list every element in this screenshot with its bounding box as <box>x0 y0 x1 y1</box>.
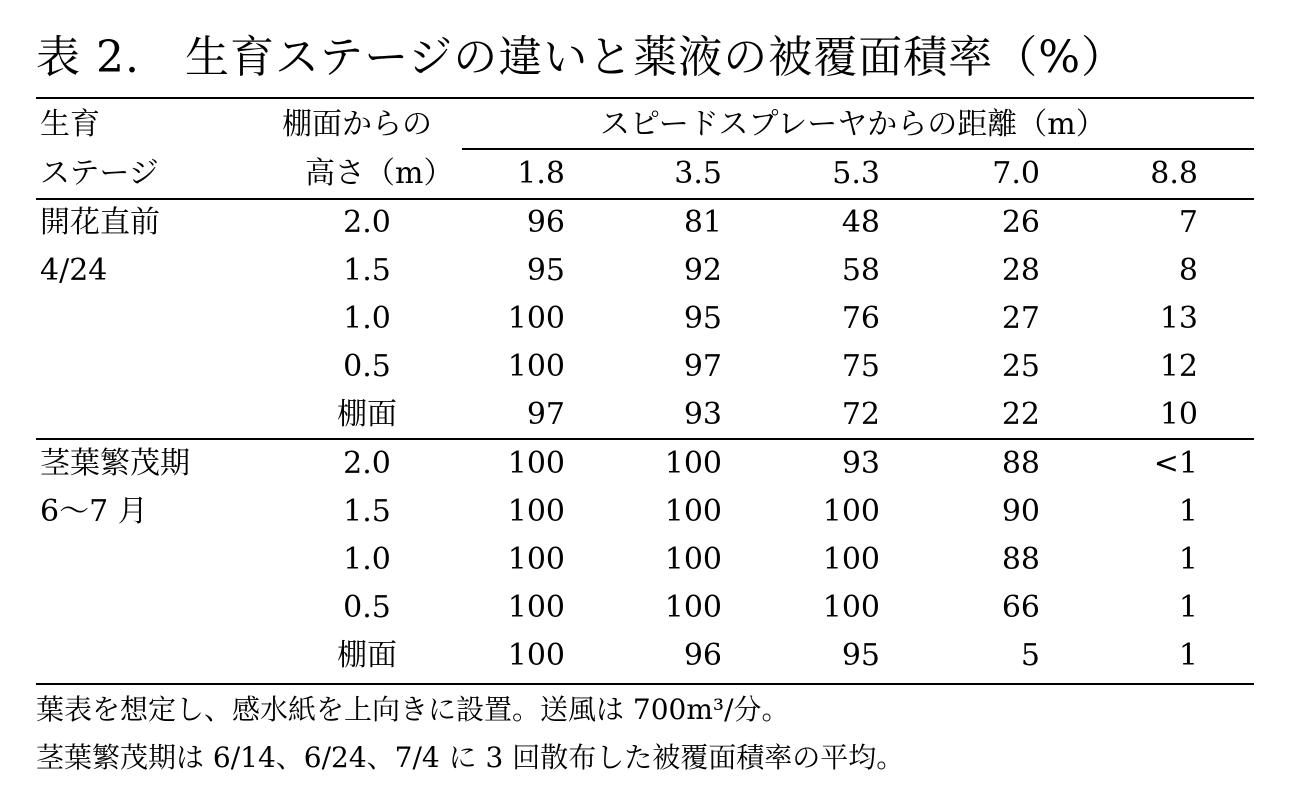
stage-name-1: 開花直前 <box>40 205 160 240</box>
coverage-cell: 58 <box>841 253 880 288</box>
coverage-cell: 100 <box>507 446 565 481</box>
height-cell: 棚面 <box>337 638 397 673</box>
coverage-cell: 25 <box>1001 349 1040 384</box>
coverage-cell: 100 <box>664 590 722 625</box>
height-cell: 0.5 <box>343 349 391 384</box>
height-cell: 1.5 <box>343 253 391 288</box>
coverage-cell: 76 <box>841 301 880 336</box>
stage-name-2: 茎葉繁茂期 <box>40 446 190 481</box>
group-separator-rule <box>36 438 1254 440</box>
coverage-cell: 8 <box>1178 253 1198 288</box>
note-1: 葉表を想定し、感水紙を上向きに設置。送風は 700m³/分。 <box>36 693 790 726</box>
coverage-cell: 100 <box>664 446 722 481</box>
table-title: 表 2. 生育ステージの違いと薬液の被覆面積率（%） <box>36 32 1127 83</box>
stage-date-2: 6〜7 月 <box>40 494 148 529</box>
coverage-cell: 27 <box>1001 301 1040 336</box>
coverage-cell: 26 <box>1001 205 1040 240</box>
height-cell: 0.5 <box>343 590 391 625</box>
coverage-cell: 100 <box>822 590 880 625</box>
header-distance-2: 3.5 <box>674 156 722 191</box>
stage-date-1: 4/24 <box>40 253 108 288</box>
header-distance-5: 8.8 <box>1150 156 1198 191</box>
header-height-line1: 棚面からの <box>282 107 432 142</box>
header-distance-4: 7.0 <box>992 156 1040 191</box>
coverage-cell: 95 <box>841 638 880 673</box>
coverage-cell: 48 <box>841 205 880 240</box>
header-bottom-rule <box>36 198 1254 200</box>
coverage-cell: 5 <box>1020 638 1040 673</box>
coverage-cell: 93 <box>841 446 880 481</box>
coverage-cell: 95 <box>526 253 565 288</box>
coverage-cell: 93 <box>683 397 722 432</box>
coverage-cell: 12 <box>1159 349 1198 384</box>
height-cell: 1.5 <box>343 494 391 529</box>
coverage-cell: 97 <box>683 349 722 384</box>
coverage-cell: 100 <box>507 542 565 577</box>
header-stage-line1: 生育 <box>40 107 100 142</box>
height-cell: 2.0 <box>343 205 391 240</box>
header-stage-line2: ステージ <box>40 156 159 191</box>
coverage-cell: 100 <box>507 638 565 673</box>
coverage-cell: 92 <box>683 253 722 288</box>
coverage-cell: 90 <box>1001 494 1040 529</box>
height-cell: 棚面 <box>337 397 397 432</box>
coverage-cell: 72 <box>841 397 880 432</box>
coverage-cell: <1 <box>1153 446 1198 481</box>
coverage-cell: 100 <box>664 494 722 529</box>
coverage-cell: 1 <box>1178 638 1198 673</box>
coverage-cell: 100 <box>664 542 722 577</box>
distance-subrule <box>462 148 1254 150</box>
coverage-cell: 96 <box>526 205 565 240</box>
height-cell: 1.0 <box>343 542 391 577</box>
header-height-line2: 高さ（m） <box>305 156 454 191</box>
coverage-cell: 97 <box>526 397 565 432</box>
coverage-cell: 28 <box>1001 253 1040 288</box>
height-cell: 2.0 <box>343 446 391 481</box>
header-distance-1: 1.8 <box>517 156 565 191</box>
coverage-cell: 88 <box>1001 542 1040 577</box>
height-cell: 1.0 <box>343 301 391 336</box>
coverage-cell: 100 <box>507 494 565 529</box>
coverage-cell: 100 <box>822 542 880 577</box>
coverage-cell: 100 <box>822 494 880 529</box>
coverage-cell: 7 <box>1178 205 1198 240</box>
coverage-cell: 95 <box>683 301 722 336</box>
coverage-cell: 1 <box>1178 494 1198 529</box>
coverage-cell: 10 <box>1159 397 1198 432</box>
coverage-cell: 88 <box>1001 446 1040 481</box>
coverage-cell: 100 <box>507 349 565 384</box>
note-2: 茎葉繁茂期は 6/14、6/24、7/4 に 3 回散布した被覆面積率の平均。 <box>36 741 905 774</box>
coverage-cell: 66 <box>1001 590 1040 625</box>
header-distance-group: スピードスプレーヤからの距離（m） <box>600 107 1106 142</box>
top-rule <box>36 97 1254 99</box>
table-bottom-rule <box>36 683 1254 685</box>
coverage-cell: 81 <box>683 205 722 240</box>
coverage-cell: 75 <box>841 349 880 384</box>
header-distance-3: 5.3 <box>832 156 880 191</box>
coverage-cell: 100 <box>507 590 565 625</box>
coverage-cell: 1 <box>1178 542 1198 577</box>
coverage-cell: 96 <box>683 638 722 673</box>
coverage-cell: 100 <box>507 301 565 336</box>
coverage-cell: 13 <box>1159 301 1198 336</box>
coverage-cell: 1 <box>1178 590 1198 625</box>
coverage-cell: 22 <box>1001 397 1040 432</box>
